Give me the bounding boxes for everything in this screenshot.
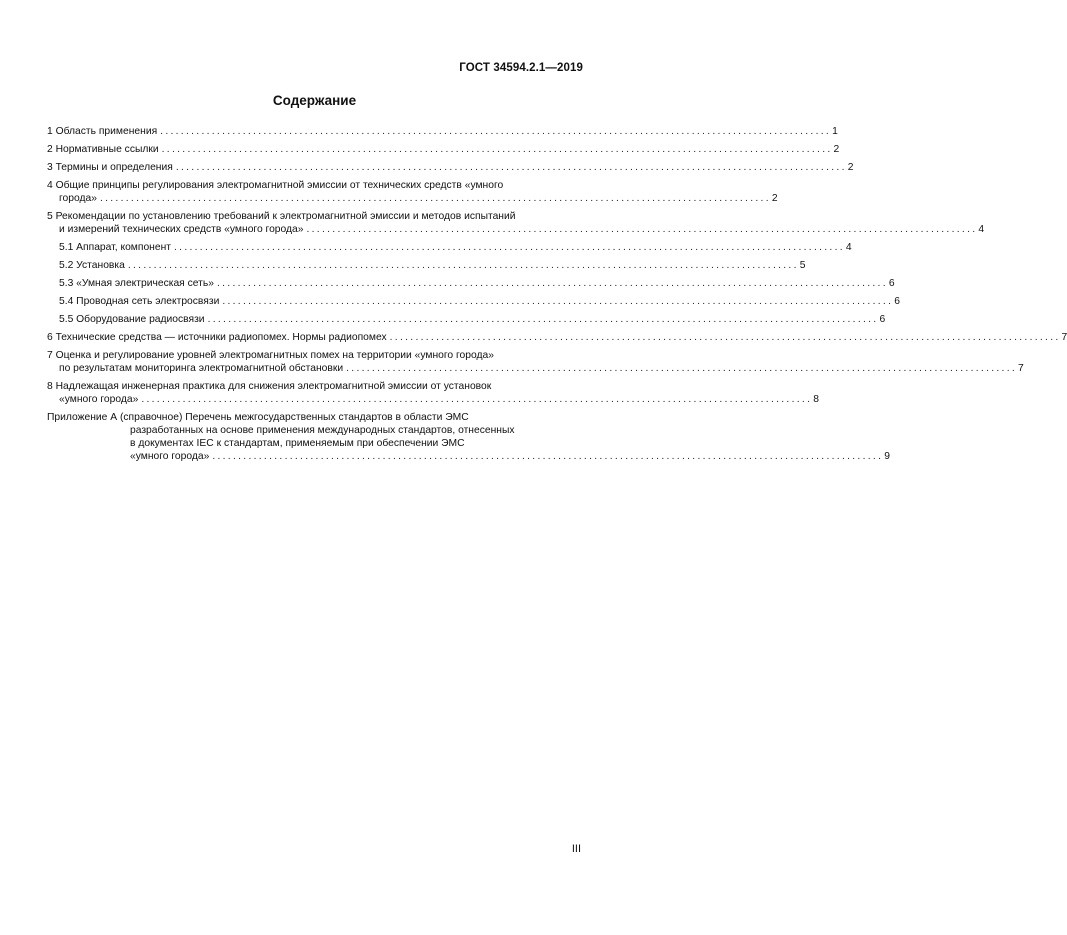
standard-code: ГОСТ 34594.2.1—2019 xyxy=(459,62,583,74)
toc-leader: .................................................................................................................................. xyxy=(389,332,1061,343)
toc-leader: .................................................................................................................................. xyxy=(175,162,847,173)
toc-page-number: 4 xyxy=(845,242,852,253)
toc-leader: .................................................................................................................................. xyxy=(99,193,771,204)
toc-page-number: 7 xyxy=(1061,332,1067,343)
toc-page-number: 4 xyxy=(978,224,985,235)
toc-entry-text: 3 Термины и определения xyxy=(47,162,173,173)
toc-entry-text-continued: «умного города» xyxy=(59,394,139,405)
toc-entry-5-3[interactable] xyxy=(47,277,895,290)
toc-entry-text: 5.3 «Умная электрическая сеть» xyxy=(59,278,214,289)
toc-leader: .................................................................................................................................. xyxy=(216,278,888,289)
toc-entry-text-continued: города» xyxy=(59,193,97,204)
toc-entry-text-continued: в документах IEC к стандартам, применяемым при обеспечении ЭМС xyxy=(130,438,465,449)
toc-entry-text-continued: по результатам мониторинга электромагнитной обстановки xyxy=(59,363,344,374)
toc-entry-8[interactable] xyxy=(47,380,819,406)
toc-entry-appendix-a[interactable] xyxy=(47,411,890,463)
toc-entry-3[interactable] xyxy=(47,161,854,174)
toc-entry-4[interactable] xyxy=(47,179,778,205)
page-title: Содержание xyxy=(272,93,357,108)
toc-page-number: 9 xyxy=(884,451,890,462)
toc-entry-6[interactable] xyxy=(47,331,1067,344)
toc-entry-5-1[interactable] xyxy=(47,241,852,254)
toc-entry-5-4[interactable] xyxy=(47,295,900,308)
toc-leader: .................................................................................................................................. xyxy=(161,144,833,155)
toc-entry-text: 2 Нормативные ссылки xyxy=(47,144,159,155)
toc-page-number: 6 xyxy=(894,296,900,307)
toc-page-number: 6 xyxy=(879,314,886,325)
toc-entry-5-2[interactable] xyxy=(47,259,806,272)
toc-page-number: 2 xyxy=(847,162,854,173)
toc-entry-text: 5.1 Аппарат, компонент xyxy=(59,242,171,253)
toc-leader: .................................................................................................................................. xyxy=(212,451,884,462)
toc-entry-5-5[interactable] xyxy=(47,313,886,326)
toc-leader: .................................................................................................................................. xyxy=(127,260,799,271)
toc-page-number: 2 xyxy=(833,144,840,155)
toc-leader: .................................................................................................................................. xyxy=(306,224,978,235)
table-of-contents xyxy=(47,125,1067,468)
toc-entry-1[interactable] xyxy=(47,125,838,138)
toc-entry-text-continued: и измерений технических средств «умного города» xyxy=(59,224,304,235)
toc-entry-text-continued: «умного города» xyxy=(130,451,210,462)
toc-entry-text: 5.5 Оборудование радиосвязи xyxy=(59,314,205,325)
toc-entry-text: 5.4 Проводная сеть электросвязи xyxy=(59,296,220,307)
toc-entry-text: 8 Надлежащая инженерная практика для снижения электромагнитной эмиссии от установок xyxy=(47,381,492,392)
toc-page-number: 2 xyxy=(771,193,778,204)
toc-entry-text: 6 Технические средства — источники радиопомех. Нормы радиопомех xyxy=(47,332,387,343)
toc-page-number: 8 xyxy=(813,394,819,405)
toc-leader: .................................................................................................................................. xyxy=(141,394,813,405)
toc-entry-text: 5.2 Установка xyxy=(59,260,125,271)
toc-leader: .................................................................................................................................. xyxy=(160,126,832,137)
toc-page-number: 6 xyxy=(888,278,895,289)
page-number: III xyxy=(571,843,581,855)
toc-page-number: 1 xyxy=(832,126,838,137)
toc-leader: .................................................................................................................................. xyxy=(207,314,879,325)
toc-entry-text-continued: разработанных на основе применения международных стандартов, отнесенных xyxy=(130,425,515,436)
toc-entry-7[interactable] xyxy=(47,349,1024,375)
toc-page-number: 7 xyxy=(1018,363,1024,374)
toc-leader: .................................................................................................................................. xyxy=(222,296,894,307)
toc-entry-text: 4 Общие принципы регулирования электромагнитной эмиссии от технических средств «умного xyxy=(47,180,504,191)
toc-entry-5[interactable] xyxy=(47,210,985,236)
toc-page-number: 5 xyxy=(799,260,806,271)
toc-entry-2[interactable] xyxy=(47,143,840,156)
toc-entry-text: 1 Область применения xyxy=(47,126,158,137)
toc-entry-text: 5 Рекомендации по установлению требований к электромагнитной эмиссии и методов испытаний xyxy=(47,211,516,222)
toc-entry-text: Приложение А (справочное) Перечень межгосударственных стандартов в области ЭМС xyxy=(47,412,469,423)
toc-entry-text: 7 Оценка и регулирование уровней электромагнитных помех на территории «умного города» xyxy=(47,350,494,361)
toc-leader: .................................................................................................................................. xyxy=(174,242,845,253)
toc-leader: .................................................................................................................................. xyxy=(346,363,1018,374)
